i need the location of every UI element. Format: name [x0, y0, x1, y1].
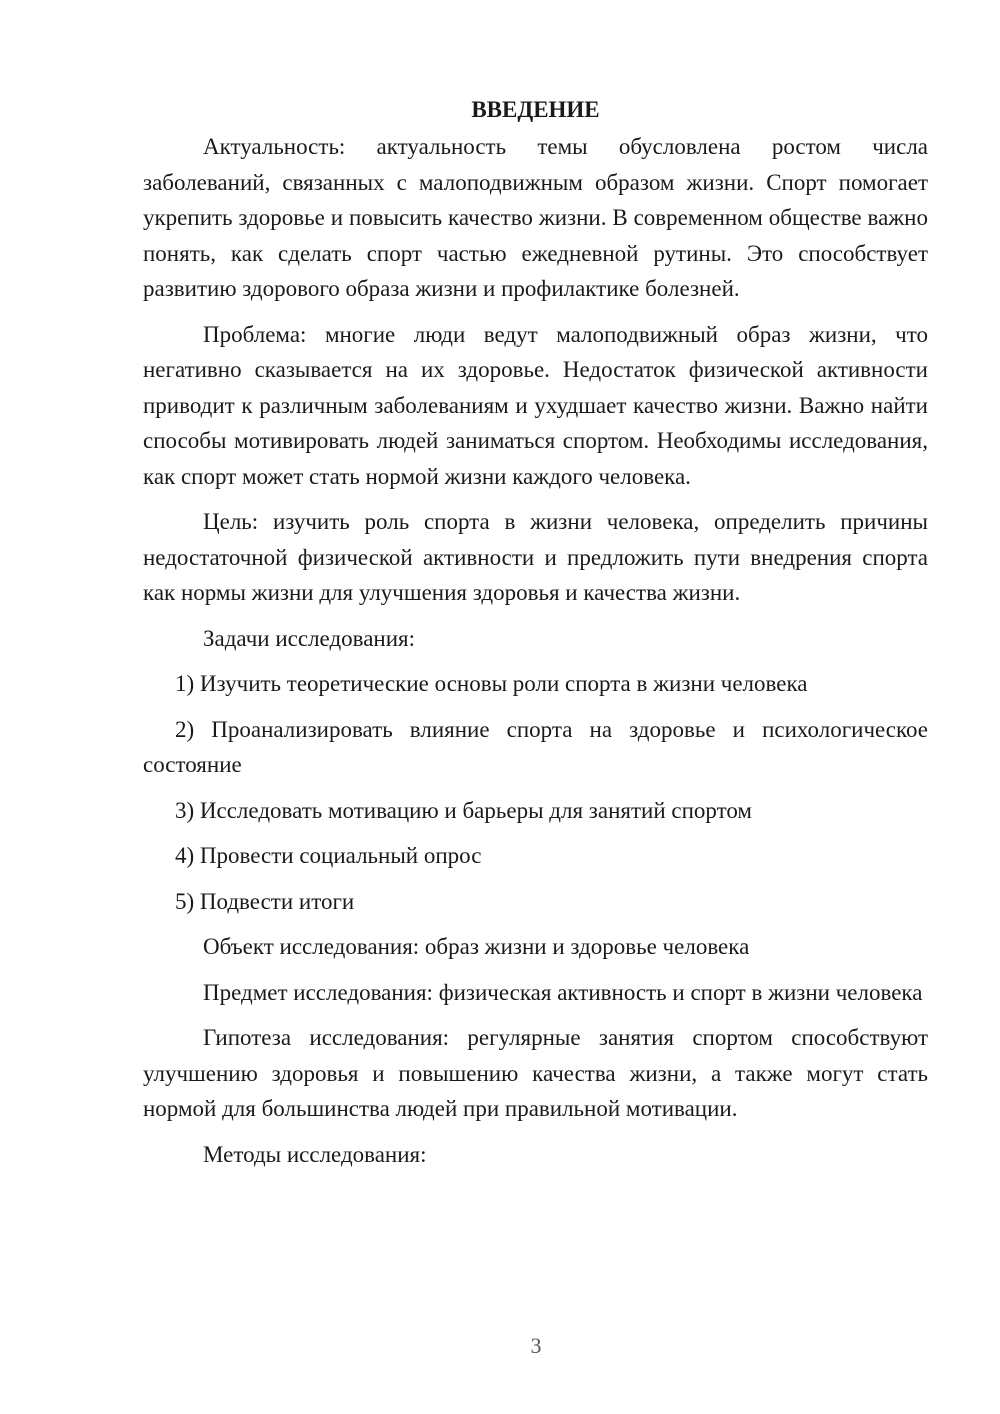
goal-paragraph: Цель: изучить роль спорта в жизни человека, определить причины недостаточной физической активности и предложить пути внедрения спорта как нормы жизни для улучшения здоровья и качества жизни. — [143, 509, 928, 605]
hypothesis-paragraph: Гипотеза исследования: регулярные занятия спортом способствуют улучшению здоровья и повышению качества жизни, а также могут стать нормой для большинства людей при правильной мотивации. — [143, 1025, 928, 1121]
task-item-2: 2) Проанализировать влияние спорта на здоровье и психологическое состояние — [143, 716, 928, 777]
task-item-5: 5) Подвести итоги — [175, 888, 355, 914]
task-item-3: 3) Исследовать мотивацию и барьеры для занятий спортом — [175, 797, 752, 823]
object-paragraph: Объект исследования: образ жизни и здоровье человека — [203, 934, 750, 959]
tasks-list — [143, 666, 928, 919]
tasks-title: Задачи исследования: — [203, 625, 416, 651]
task-item-1: 1) Изучить теоретические основы роли спорта в жизни человека — [175, 671, 808, 696]
page-content — [143, 92, 928, 1182]
problem-paragraph: Проблема: многие люди ведут малоподвижный образ жизни, что негативно сказывается на их здоровье. Недостаток физической активности приводит к различным заболеваниям и ухудшает качество жизни. Важно найти способы мотивировать людей заниматься спортом. Необходимы исследования, как спорт может стать нормой жизни каждого человека. — [143, 321, 928, 489]
methods-paragraph: Методы исследования: — [203, 1141, 427, 1167]
task-item-4: 4) Провести социальный опрос — [175, 843, 482, 868]
page-number: 3 — [530, 1333, 542, 1358]
relevance-paragraph: Актуальность: актуальность темы обусловлена ростом числа заболеваний, связанных с малоподвижным образом жизни. Спорт помогает укрепить здоровье и повысить качество жизни. В современном обществе важно понять, как сделать спорт частью ежедневной рутины. Это способствует развитию здорового образа жизни и профилактике болезней. — [143, 134, 928, 301]
section-heading: ВВЕДЕНИЕ — [471, 97, 600, 122]
subject-paragraph: Предмет исследования: физическая активность и спорт в жизни человека — [203, 979, 923, 1005]
